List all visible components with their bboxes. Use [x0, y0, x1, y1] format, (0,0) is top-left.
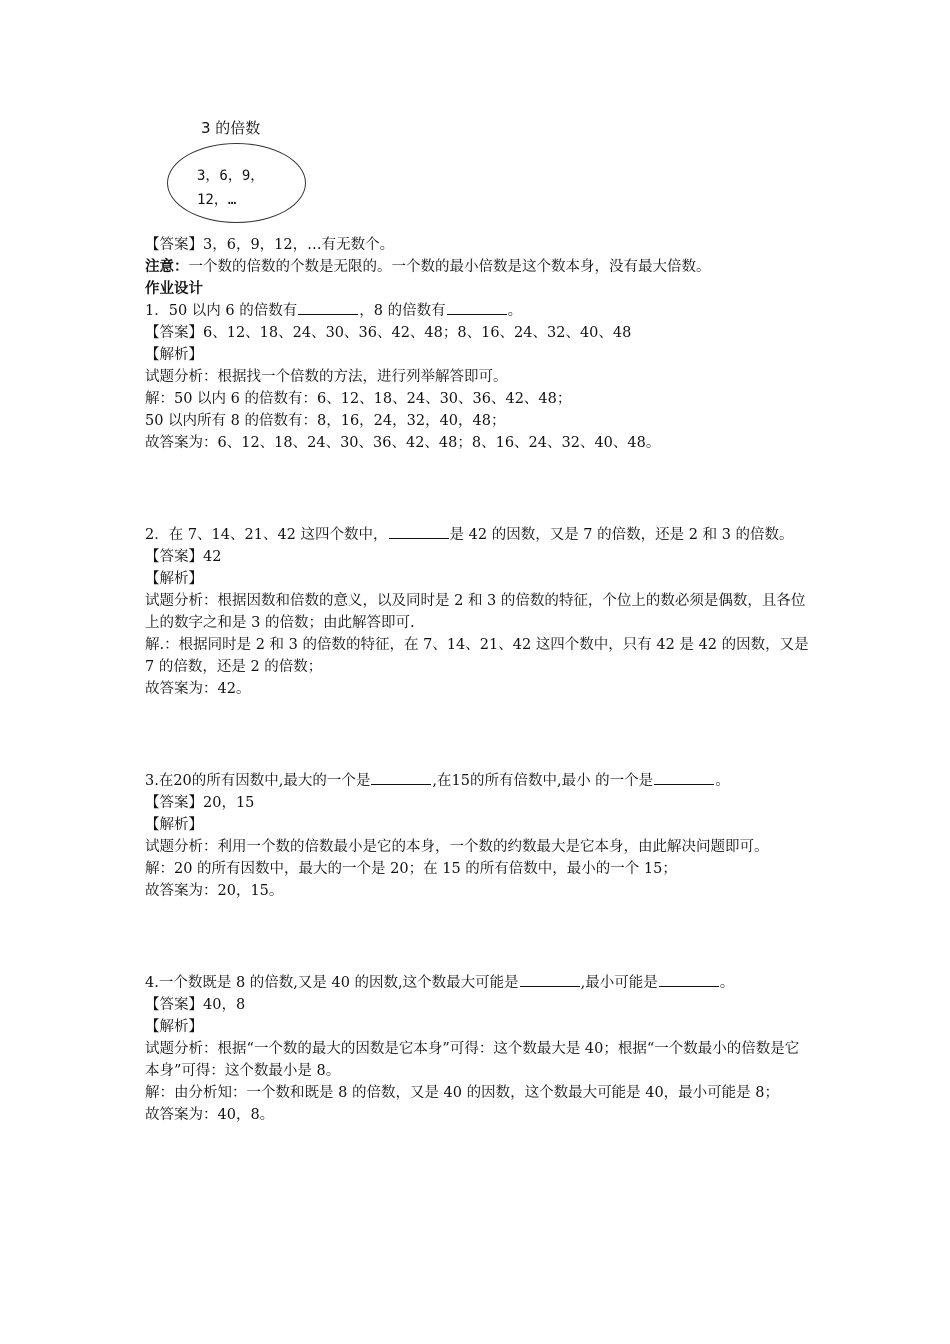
document-body — [145, 234, 813, 1126]
q1-analysis-1: 试题分析：根据找一个倍数的方法，进行列举解答即可。 — [145, 369, 508, 385]
q1-stem — [145, 300, 813, 322]
q3-analysis-label: 【解析】 — [145, 817, 203, 833]
q2-analysis-3: 故答案为：42。 — [145, 681, 251, 697]
q2-analysis-label: 【解析】 — [145, 571, 203, 587]
intro-note — [145, 256, 813, 278]
q4-answer: 【答案】40，8 — [145, 997, 246, 1013]
q3-blank-2 — [654, 770, 714, 785]
q1-analysis-2: 解：50 以内 6 的倍数有：6、12、18、24、30、36、42、48； — [145, 391, 572, 407]
figure-line-1: 3，6，9， — [197, 168, 265, 184]
q3-analysis-3: 故答案为：20，15。 — [145, 883, 284, 899]
q4-blank-1 — [520, 972, 580, 987]
q2-stem-part-a: 2．在 7、14、21、42 这四个数中， — [145, 527, 388, 543]
q1-blank-1 — [298, 300, 358, 315]
q4-stem-part-a: 4.一个数既是 8 的倍数,又是 40 的因数,这个数最大可能是 — [145, 975, 519, 991]
q4-analysis-2: 解：由分析知：一个数和既是 8 的倍数，又是 40 的因数，这个数最大可能是 40，最小可能是 8； — [145, 1085, 780, 1101]
figure-line-2: 12，… — [197, 192, 237, 208]
q1-stem-part-b: ，8 的倍数有 — [359, 303, 446, 319]
q3-stem-part-b: ,在15的所有倍数中,最小 的一个是 — [432, 773, 654, 789]
q3-analysis-2: 解：20 的所有因数中，最大的一个是 20；在 15 的所有倍数中，最小的一个 15； — [145, 861, 677, 877]
q4-analysis-3: 故答案为：40，8。 — [145, 1107, 275, 1123]
note-label: 注意： — [145, 259, 189, 275]
q3-stem-part-a: 3.在20的所有因数中,最大的一个是 — [145, 773, 371, 789]
q4-stem — [145, 972, 813, 994]
figure-title: 3 的倍数 — [201, 119, 261, 137]
q1-analysis-3: 50 以内所有 8 的倍数有：8，16，24，32，40，48； — [145, 413, 506, 429]
note-text: 一个数的倍数的个数是无限的。一个数的最小倍数是这个数本身，没有最大倍数。 — [188, 259, 711, 275]
q4-analysis-label: 【解析】 — [145, 1019, 203, 1035]
intro-answer: 【答案】3，6，9，12，…有无数个。 — [145, 237, 395, 253]
q1-stem-part-c: 。 — [507, 303, 523, 319]
q3-stem — [145, 770, 813, 792]
q4-stem-part-b: ,最小可能是 — [580, 975, 658, 991]
q4-blank-2 — [659, 972, 719, 987]
q1-analysis-4: 故答案为：6、12、18、24、30、36、42、48；8、16、24、32、40、48。 — [145, 435, 661, 451]
q1-stem-part-a: 1．50 以内 6 的倍数有 — [145, 303, 298, 319]
q2-stem — [145, 524, 813, 546]
q4-stem-part-c: 。 — [719, 975, 735, 991]
q4-analysis-1: 试题分析：根据“一个数的最大的因数是它本身”可得：这个数最大是 40；根据“一个数最小的倍数是它本身”可得：这个数最小是 8。 — [145, 1041, 800, 1079]
q2-analysis-2: 解.：根据同时是 2 和 3 的倍数的特征，在 7、14、21、42 这四个数中，只有 42 是 42 的因数，又是 7 的倍数，还是 2 的倍数； — [145, 637, 809, 675]
q2-blank — [389, 524, 449, 539]
q1-analysis-label: 【解析】 — [145, 347, 203, 363]
q1-answer: 【答案】6、12、18、24、30、36、42、48；8、16、24、32、40、48 — [145, 325, 632, 341]
q3-stem-part-c: 。 — [715, 773, 730, 789]
q2-answer: 【答案】42 — [145, 549, 222, 565]
section-heading: 作业设计 — [145, 281, 203, 297]
q2-analysis-1: 试题分析：根据因数和倍数的意义，以及同时是 2 和 3 的倍数的特征，个位上的数必须是偶数，且各位上的数字之和是 3 的倍数；由此解答即可. — [145, 593, 806, 631]
q3-analysis-1: 试题分析：利用一个数的倍数最小是它的本身，一个数的约数最大是它本身，由此解决问题即可。 — [145, 839, 769, 855]
q3-blank-1 — [371, 770, 431, 785]
q2-stem-part-b: 是 42 的因数，又是 7 的倍数，还是 2 和 3 的倍数。 — [449, 527, 794, 543]
q1-blank-2 — [447, 300, 507, 315]
q3-answer: 【答案】20，15 — [145, 795, 255, 811]
